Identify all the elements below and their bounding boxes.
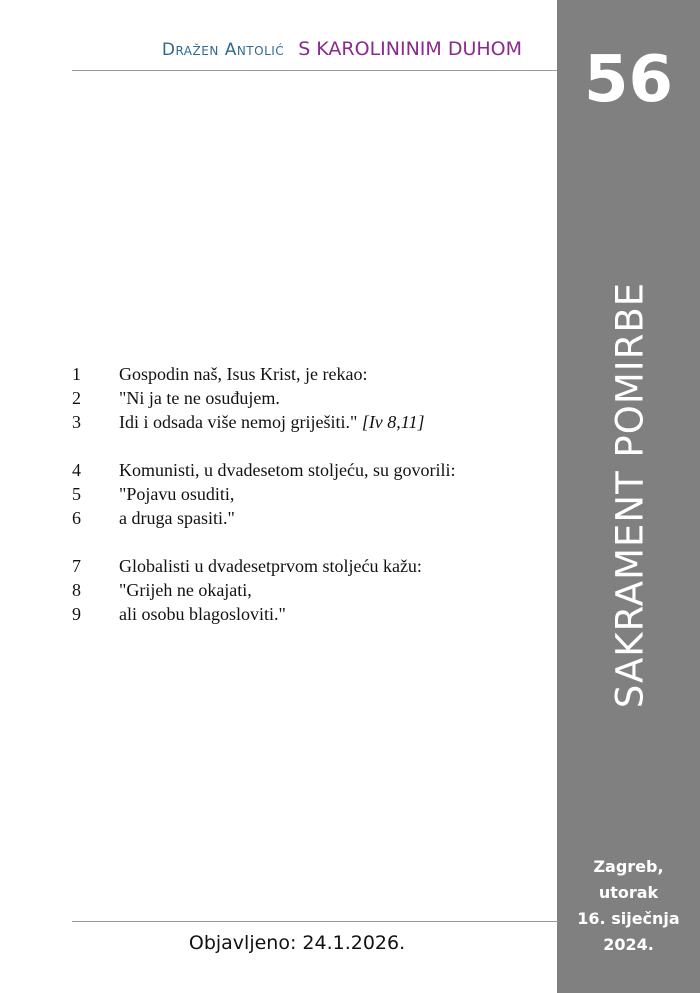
poem-line <box>72 410 552 434</box>
line-text: Globalisti u dvadesetprvom stoljeću kažu: <box>119 556 422 576</box>
place-date <box>557 854 700 958</box>
stanza-gap <box>72 530 552 554</box>
publication-date: Objavljeno: 24.1.2026. <box>188 932 406 954</box>
stanza-gap <box>72 434 552 458</box>
line-number: 1 <box>72 364 81 384</box>
place-date-day: 16. siječnja <box>577 909 680 928</box>
line-number: 4 <box>72 460 81 480</box>
page-header <box>72 38 522 60</box>
line-text: "Ni ja te ne osuđujem. <box>119 388 280 408</box>
header-divider <box>72 70 558 71</box>
author-name: Dražen Antolić <box>161 40 285 60</box>
line-text: a druga spasiti." <box>119 508 235 528</box>
bible-reference: [Iv 8,11] <box>361 412 425 432</box>
line-number: 5 <box>72 484 81 504</box>
poem-line <box>72 458 552 482</box>
line-text: "Pojavu osuditi, <box>119 484 235 504</box>
poem-line <box>72 362 552 386</box>
line-text: ali osobu blagosloviti." <box>119 604 286 624</box>
poem-line <box>72 386 552 410</box>
poem-body <box>72 362 552 626</box>
place-city: Zagreb, <box>593 857 664 876</box>
poem-line <box>72 578 552 602</box>
poem-line <box>72 602 552 626</box>
poem-line <box>72 506 552 530</box>
place-year: 2024. <box>603 935 654 954</box>
line-number: 3 <box>72 412 81 432</box>
vertical-title: SAKRAMENT POMIRBE <box>608 281 652 709</box>
line-text: Komunisti, u dvadesetom stoljeću, su govorili: <box>119 460 456 480</box>
line-text: "Grijeh ne okajati, <box>119 580 252 600</box>
place-weekday: utorak <box>598 883 659 902</box>
line-text: Idi i odsada više nemoj griješiti." <box>119 412 362 432</box>
line-number: 2 <box>72 388 81 408</box>
issue-number: 56 <box>583 43 674 117</box>
line-number: 6 <box>72 508 81 528</box>
line-number: 9 <box>72 604 81 624</box>
line-number: 8 <box>72 580 81 600</box>
poem-line <box>72 554 552 578</box>
poem-line <box>72 482 552 506</box>
series-title: S KAROLININIM DUHOM <box>298 38 522 60</box>
footer-divider <box>72 921 558 922</box>
line-number: 7 <box>72 556 81 576</box>
line-text: Gospodin naš, Isus Krist, je rekao: <box>119 364 368 384</box>
